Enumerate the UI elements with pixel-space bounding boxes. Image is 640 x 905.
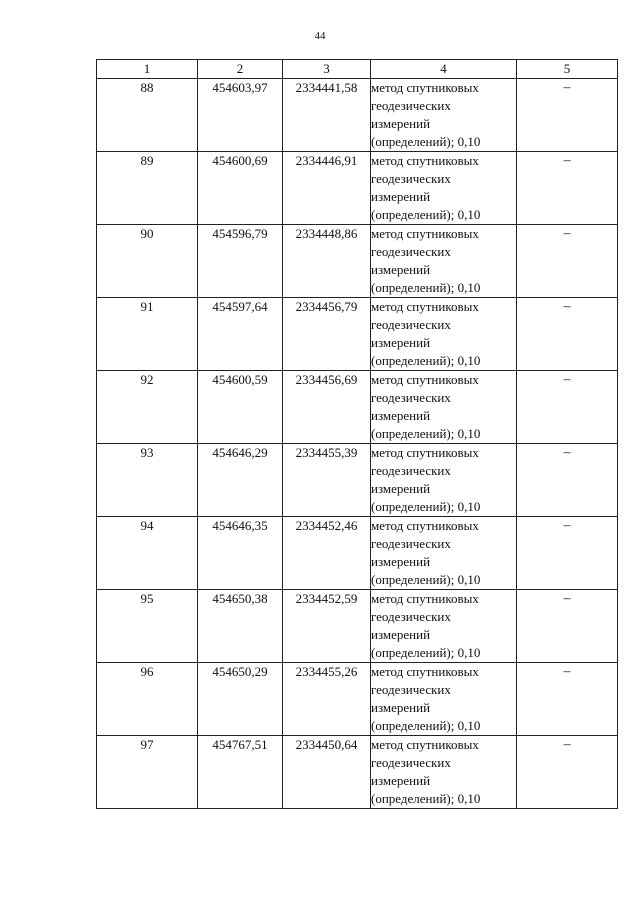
coordinate-x: 454646,29 [198,444,283,517]
table-header [97,60,618,79]
method-line: измерений [371,700,431,715]
note-cell: – [517,371,618,444]
coordinate-y: 2334452,59 [283,590,371,663]
coordinate-y: 2334456,69 [283,371,371,444]
table-row [97,79,618,152]
point-number: 88 [97,79,198,152]
method-line: геодезических [371,536,451,551]
header-col-1: 1 [97,60,198,79]
method-line: метод спутниковых [371,80,479,95]
method-line: геодезических [371,244,451,259]
method-cell [371,152,517,225]
method-line: метод спутниковых [371,226,479,241]
method-line: (определений); 0,10 [371,353,481,368]
method-cell [371,663,517,736]
method-line: измерений [371,189,431,204]
method-line: измерений [371,116,431,131]
coordinate-y: 2334452,46 [283,517,371,590]
page-number: 44 [314,30,326,42]
coordinate-x: 454650,29 [198,663,283,736]
table-row [97,298,618,371]
table-row [97,517,618,590]
method-line: геодезических [371,682,451,697]
method-line: (определений); 0,10 [371,499,481,514]
point-number: 96 [97,663,198,736]
table-row [97,736,618,809]
note-cell: – [517,663,618,736]
header-col-2: 2 [198,60,283,79]
method-cell [371,371,517,444]
note-cell: – [517,444,618,517]
method-line: (определений); 0,10 [371,791,481,806]
coordinate-y: 2334448,86 [283,225,371,298]
method-line: (определений); 0,10 [371,572,481,587]
table-body [97,79,618,809]
method-line: метод спутниковых [371,153,479,168]
method-line: геодезических [371,98,451,113]
method-line: метод спутниковых [371,299,479,314]
method-cell [371,590,517,663]
header-col-4: 4 [371,60,517,79]
method-line: метод спутниковых [371,445,479,460]
coordinate-x: 454600,69 [198,152,283,225]
method-cell [371,298,517,371]
point-number: 92 [97,371,198,444]
method-line: измерений [371,554,431,569]
table-row [97,225,618,298]
method-line: геодезических [371,755,451,770]
coordinate-x: 454603,97 [198,79,283,152]
method-line: (определений); 0,10 [371,207,481,222]
method-line: метод спутниковых [371,591,479,606]
point-number: 94 [97,517,198,590]
point-number: 90 [97,225,198,298]
method-line: (определений); 0,10 [371,134,481,149]
note-cell: – [517,225,618,298]
coordinate-y: 2334446,91 [283,152,371,225]
point-number: 89 [97,152,198,225]
method-line: (определений); 0,10 [371,645,481,660]
table-row [97,371,618,444]
coordinate-y: 2334450,64 [283,736,371,809]
method-cell [371,225,517,298]
method-line: метод спутниковых [371,518,479,533]
method-line: измерений [371,773,431,788]
method-line: измерений [371,481,431,496]
method-line: геодезических [371,317,451,332]
coordinate-x: 454596,79 [198,225,283,298]
method-cell [371,444,517,517]
point-number: 95 [97,590,198,663]
method-line: геодезических [371,609,451,624]
point-number: 91 [97,298,198,371]
table-row [97,590,618,663]
method-line: измерений [371,408,431,423]
method-line: измерений [371,262,431,277]
coordinates-table [96,59,618,809]
table-row [97,663,618,736]
coordinate-x: 454767,51 [198,736,283,809]
coordinate-y: 2334456,79 [283,298,371,371]
method-cell [371,517,517,590]
coordinate-x: 454646,35 [198,517,283,590]
method-cell [371,79,517,152]
note-cell: – [517,298,618,371]
method-line: метод спутниковых [371,664,479,679]
note-cell: – [517,736,618,809]
method-line: измерений [371,335,431,350]
method-line: метод спутниковых [371,372,479,387]
header-col-3: 3 [283,60,371,79]
method-line: геодезических [371,463,451,478]
method-line: (определений); 0,10 [371,426,481,441]
header-col-5: 5 [517,60,618,79]
point-number: 97 [97,736,198,809]
coordinate-x: 454600,59 [198,371,283,444]
note-cell: – [517,79,618,152]
method-line: (определений); 0,10 [371,718,481,733]
method-line: измерений [371,627,431,642]
coordinate-y: 2334441,58 [283,79,371,152]
method-line: метод спутниковых [371,737,479,752]
method-line: геодезических [371,390,451,405]
coordinate-y: 2334455,39 [283,444,371,517]
table-row [97,152,618,225]
method-line: геодезических [371,171,451,186]
coordinate-x: 454597,64 [198,298,283,371]
method-line: (определений); 0,10 [371,280,481,295]
note-cell: – [517,517,618,590]
table-row [97,444,618,517]
coordinate-x: 454650,38 [198,590,283,663]
note-cell: – [517,152,618,225]
method-cell [371,736,517,809]
header-row [97,60,618,79]
note-cell: – [517,590,618,663]
coordinate-y: 2334455,26 [283,663,371,736]
point-number: 93 [97,444,198,517]
